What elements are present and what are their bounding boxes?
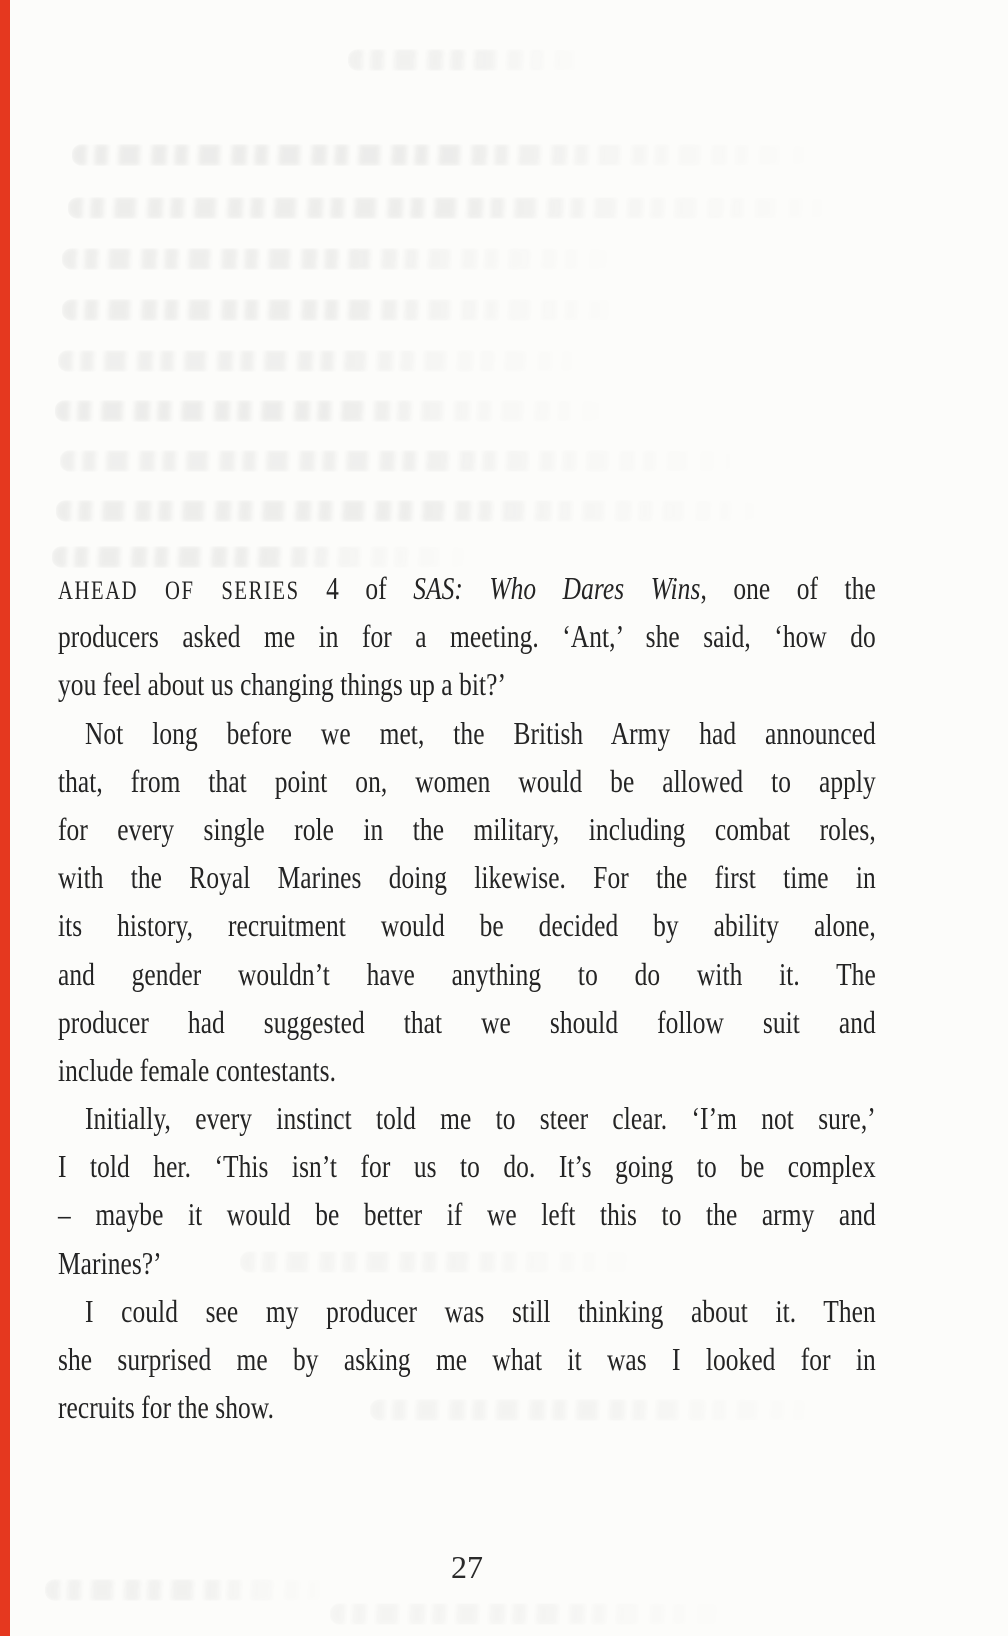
- bleed-through-smudge: [58, 350, 603, 372]
- text-line: that, from that point on, women would be allowed to apply: [58, 762, 876, 799]
- text-line: recruits for the show.: [58, 1389, 275, 1426]
- text-line: [58, 564, 876, 612]
- page-text-block: [58, 564, 876, 1431]
- bleed-through-smudge: [62, 248, 632, 270]
- text-line: include female contestants.: [58, 1051, 336, 1088]
- text-line: and gender wouldn’t have anything to do with it. The: [58, 955, 876, 992]
- bleed-through-smudge: [55, 400, 620, 422]
- text-line: for every single role in the military, including combat roles,: [58, 810, 876, 847]
- bleed-through-smudge: [62, 299, 642, 321]
- bleed-through-smudge: [330, 1603, 760, 1625]
- bleed-through-smudge: [72, 144, 832, 166]
- page-edge-strip: [0, 0, 10, 1636]
- text-line: – maybe it would be better if we left this to the army and: [58, 1196, 876, 1233]
- show-title-italic: SAS: Who Dares Wins: [413, 570, 701, 606]
- text-line: I could see my producer was still thinking about it. Then: [84, 1292, 876, 1329]
- text-line: she surprised me by asking me what it was I looked for in: [58, 1341, 876, 1377]
- text-line: Marines?’: [58, 1244, 162, 1281]
- text-segment: , one of the: [700, 570, 876, 606]
- text-line: I told her. ‘This isn’t for us to do. It’s going to be complex: [58, 1148, 876, 1185]
- bleed-through-smudge: [56, 500, 781, 522]
- text-segment: 4 of: [299, 570, 414, 606]
- text-line: producer had suggested that we should follow suit and: [58, 1003, 876, 1040]
- bleed-through-smudge: [60, 450, 760, 472]
- page-number: 27: [451, 1549, 483, 1585]
- text-line: with the Royal Marines doing likewise. For the first time in: [58, 859, 876, 896]
- text-line: Not long before we met, the British Army had announced: [84, 714, 876, 751]
- text-line: Initially, every instinct told me to steer clear. ‘I’m not sure,’: [84, 1100, 876, 1137]
- text-line: you feel about us changing things up a bit?’: [58, 666, 507, 703]
- bleed-through-smudge: [68, 197, 858, 219]
- text-line: its history, recruitment would be decided by ability alone,: [58, 907, 876, 944]
- text-line: producers asked me in for a meeting. ‘Ant,’ she said, ‘how do: [58, 618, 876, 655]
- lead-in-small-caps: AHEAD OF SERIES: [58, 576, 300, 605]
- bleed-through-smudge: [348, 49, 598, 71]
